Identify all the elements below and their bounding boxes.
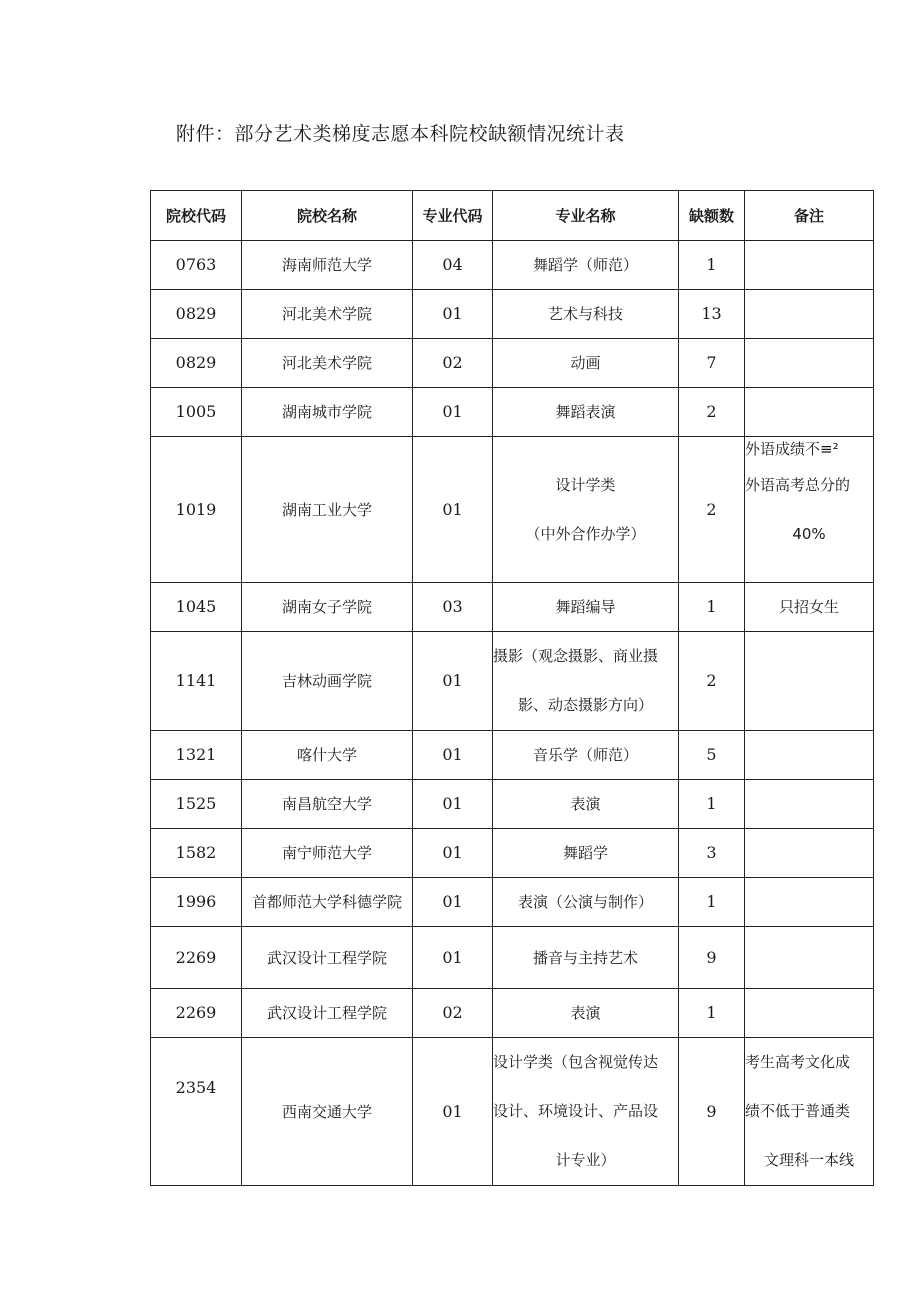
school-code-cell: 1321 — [151, 731, 242, 780]
school-name-cell: 首都师范大学科德学院 — [242, 878, 413, 927]
table-row — [151, 878, 874, 927]
note-cell — [745, 927, 874, 989]
school-name-cell: 喀什大学 — [242, 731, 413, 780]
school-code-cell: 1005 — [151, 388, 242, 437]
major-name-cell — [493, 1038, 679, 1186]
major-name-line: 设计学类（包含视觉传达 — [493, 1053, 659, 1071]
major-code-cell: 04 — [413, 241, 493, 290]
note-line: 外语高考总分的 — [745, 476, 851, 494]
table-row — [151, 632, 874, 731]
school-name-cell: 南宁师范大学 — [242, 829, 413, 878]
school-name-cell: 吉林动画学院 — [242, 632, 413, 731]
note-line: 考生高考文化成 — [745, 1053, 851, 1071]
major-code-cell: 01 — [413, 437, 493, 583]
table-row — [151, 339, 874, 388]
major-code-cell: 01 — [413, 632, 493, 731]
school-code-cell: 2269 — [151, 989, 242, 1038]
school-name-cell: 西南交通大学 — [242, 1038, 413, 1186]
table-row — [151, 241, 874, 290]
major-name-cell: 动画 — [493, 339, 679, 388]
school-name-cell: 河北美术学院 — [242, 290, 413, 339]
note-cell — [745, 780, 874, 829]
table-row — [151, 1038, 874, 1186]
major-code-cell: 02 — [413, 339, 493, 388]
major-code-cell: 01 — [413, 1038, 493, 1186]
school-code-cell: 0829 — [151, 339, 242, 388]
school-code-cell: 1582 — [151, 829, 242, 878]
major-code-cell: 01 — [413, 731, 493, 780]
school-name-cell: 武汉设计工程学院 — [242, 989, 413, 1038]
note-cell — [745, 878, 874, 927]
school-code-cell: 2269 — [151, 927, 242, 989]
school-code-cell: 1525 — [151, 780, 242, 829]
school-name-cell: 武汉设计工程学院 — [242, 927, 413, 989]
vacancy-cell: 2 — [679, 437, 745, 583]
major-code-cell: 01 — [413, 290, 493, 339]
vacancy-cell: 5 — [679, 731, 745, 780]
note-cell — [745, 339, 874, 388]
note-cell — [745, 989, 874, 1038]
vacancy-cell: 2 — [679, 632, 745, 731]
major-code-cell: 01 — [413, 829, 493, 878]
school-name-cell: 海南师范大学 — [242, 241, 413, 290]
school-code-cell: 0829 — [151, 290, 242, 339]
page-title: 附件：部分艺术类梯度志愿本科院校缺额情况统计表 — [176, 123, 625, 145]
major-code-cell: 02 — [413, 989, 493, 1038]
major-name-cell: 舞蹈编导 — [493, 583, 679, 632]
major-code-cell: 01 — [413, 780, 493, 829]
school-code-cell: 1019 — [151, 437, 242, 583]
vacancy-cell: 1 — [679, 583, 745, 632]
major-code-cell: 01 — [413, 927, 493, 989]
note-line: 文理科一本线 — [763, 1151, 854, 1169]
major-name-cell: 表演 — [493, 780, 679, 829]
major-code-cell: 01 — [413, 388, 493, 437]
major-name-cell: 表演（公演与制作） — [493, 878, 679, 927]
vacancy-cell: 1 — [679, 780, 745, 829]
major-name-line: 设计、环境设计、产品设 — [493, 1102, 659, 1120]
major-name-line: （中外合作办学） — [525, 524, 646, 543]
note-cell — [745, 829, 874, 878]
note-cell — [745, 241, 874, 290]
table-row — [151, 290, 874, 339]
note-cell — [745, 731, 874, 780]
table-row — [151, 583, 874, 632]
major-name-line: 影、动态摄影方向） — [517, 696, 653, 714]
school-name-cell: 河北美术学院 — [242, 339, 413, 388]
note-line: 绩不低于普通类 — [745, 1102, 851, 1120]
major-name-cell: 舞蹈学 — [493, 829, 679, 878]
header-major-code: 专业代码 — [413, 191, 493, 241]
header-note: 备注 — [745, 191, 874, 241]
major-name-line: 计专业） — [555, 1151, 616, 1169]
school-name-cell: 湖南城市学院 — [242, 388, 413, 437]
vacancy-cell: 9 — [679, 1038, 745, 1186]
vacancy-cell: 13 — [679, 290, 745, 339]
table-row — [151, 731, 874, 780]
vacancy-cell: 9 — [679, 927, 745, 989]
note-cell — [745, 437, 874, 583]
table-row — [151, 927, 874, 989]
major-name-cell — [493, 437, 679, 583]
note-line: 40% — [792, 525, 826, 543]
major-name-cell: 表演 — [493, 989, 679, 1038]
school-code-cell: 0763 — [151, 241, 242, 290]
note-cell — [745, 632, 874, 731]
table-row — [151, 829, 874, 878]
note-cell — [745, 290, 874, 339]
header-row — [151, 191, 874, 241]
major-name-cell: 舞蹈表演 — [493, 388, 679, 437]
note-line: 外语成绩不≡² — [745, 440, 839, 458]
table-row — [151, 989, 874, 1038]
major-code-cell: 03 — [413, 583, 493, 632]
vacancy-cell: 1 — [679, 989, 745, 1038]
school-name-cell: 湖南女子学院 — [242, 583, 413, 632]
table-row — [151, 437, 874, 583]
vacancy-cell: 1 — [679, 878, 745, 927]
school-name-cell: 湖南工业大学 — [242, 437, 413, 583]
table-row — [151, 780, 874, 829]
school-code-cell: 2354 — [151, 1038, 242, 1186]
note-cell — [745, 1038, 874, 1186]
major-name-cell: 舞蹈学（师范） — [493, 241, 679, 290]
major-name-cell: 音乐学（师范） — [493, 731, 679, 780]
major-name-line: 设计学类 — [555, 475, 616, 494]
major-name-cell: 播音与主持艺术 — [493, 927, 679, 989]
school-code-cell: 1045 — [151, 583, 242, 632]
vacancy-cell: 3 — [679, 829, 745, 878]
header-major-name: 专业名称 — [493, 191, 679, 241]
major-code-cell: 01 — [413, 878, 493, 927]
vacancy-cell: 7 — [679, 339, 745, 388]
major-name-cell: 艺术与科技 — [493, 290, 679, 339]
header-vacancy: 缺额数 — [679, 191, 745, 241]
note-cell — [745, 388, 874, 437]
header-school-name: 院校名称 — [242, 191, 413, 241]
vacancy-cell: 2 — [679, 388, 745, 437]
vacancy-cell: 1 — [679, 241, 745, 290]
header-school-code: 院校代码 — [151, 191, 242, 241]
major-name-line: 摄影（观念摄影、商业摄 — [493, 647, 659, 665]
school-name-cell: 南昌航空大学 — [242, 780, 413, 829]
school-code-cell: 1141 — [151, 632, 242, 731]
table-row — [151, 388, 874, 437]
school-code-cell: 1996 — [151, 878, 242, 927]
major-name-cell — [493, 632, 679, 731]
vacancy-table — [150, 190, 874, 1186]
note-cell: 只招女生 — [745, 583, 874, 632]
